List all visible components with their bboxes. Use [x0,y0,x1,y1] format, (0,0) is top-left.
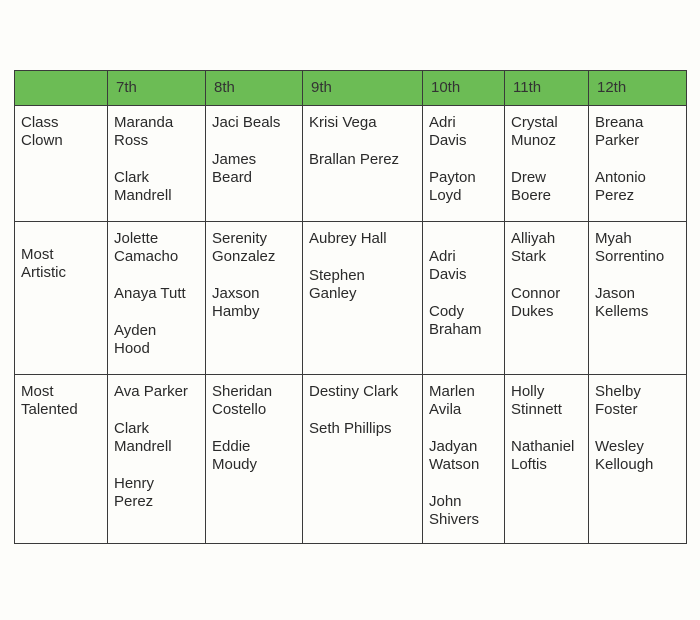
student-name: Wesley Kellough [595,438,654,473]
student-name: James Beard [212,151,257,186]
student-name: Clark Mandrell [114,169,172,204]
student-name: Myah Sorrentino [595,230,665,265]
student-name: Jason Kellems [595,285,649,320]
student-name: Maranda Ross [114,114,174,149]
grade-cell-10th [423,222,505,375]
grade-cell-11th [505,106,589,222]
header-cell-11th: 11th [505,71,589,106]
student-name: Seth Phillips [309,420,392,437]
header-cell-corner [15,71,108,106]
header-cell-9th: 9th [303,71,423,106]
category-cell [15,222,108,375]
student-name: Eddie Moudy [212,438,258,473]
student-name: Jaci Beals [212,114,281,131]
table-row-most-artistic [15,222,687,375]
student-name: Destiny Clark [309,383,399,400]
student-name: Jaxson Hamby [212,285,260,320]
student-name: Holly Stinnett [511,383,562,418]
student-name: Alliyah Stark [511,230,556,265]
student-name: Serenity Gonzalez [212,230,276,265]
student-name: Stephen Ganley [309,267,365,302]
category-cell [15,375,108,544]
grade-cell-12th [589,222,687,375]
student-name: Marlen Avila [429,383,475,418]
student-name: Drew Boere [511,169,552,204]
grade-cell-9th [303,106,423,222]
grade-cell-11th [505,375,589,544]
student-name: Payton Loyd [429,169,476,204]
student-name: Clark Mandrell [114,420,172,455]
header-cell-10th: 10th [423,71,505,106]
grade-cell-7th [108,106,206,222]
student-name: John Shivers [429,493,480,528]
student-name: Shelby Foster [595,383,641,418]
student-name: Antonio Perez [595,169,646,204]
grade-cell-7th [108,222,206,375]
grade-cell-8th [206,375,303,544]
student-name: Brallan Perez [309,151,400,168]
header-cell-7th: 7th [108,71,206,106]
grade-cell-10th [423,375,505,544]
header-cell-12th: 12th [589,71,687,106]
category-cell [15,106,108,222]
header-row [15,71,687,106]
grade-cell-11th [505,222,589,375]
grade-cell-9th [303,375,423,544]
grade-cell-9th [303,222,423,375]
student-name: Crystal Munoz [511,114,558,149]
table-row-class-clown [15,106,687,222]
grade-cell-10th [423,106,505,222]
student-name: Nathaniel Loftis [511,438,575,473]
student-name: Sheridan Costello [212,383,273,418]
student-name: Aubrey Hall [309,230,387,247]
grade-cell-8th [206,106,303,222]
student-name: Krisi Vega [309,114,377,131]
student-name: Ava Parker [114,383,188,400]
grade-cell-12th [589,106,687,222]
student-name: Adri Davis [429,248,467,283]
student-name: Breana Parker [595,114,644,149]
student-name: Jadyan Watson [429,438,480,473]
student-name: Ayden Hood [114,322,157,357]
category-label: Most Talented [21,383,78,418]
table-row-most-talented [15,375,687,544]
header-cell-8th: 8th [206,71,303,106]
grade-cell-8th [206,222,303,375]
student-name: Henry Perez [114,475,155,510]
superlatives-table [14,70,687,544]
student-name: Anaya Tutt [114,285,186,302]
category-label: Most Artistic [21,246,66,281]
student-name: Cody Braham [429,303,482,338]
grade-cell-12th [589,375,687,544]
student-name: Connor Dukes [511,285,561,320]
grade-cell-7th [108,375,206,544]
student-name: Jolette Camacho [114,230,179,265]
student-name: Adri Davis [429,114,467,149]
category-label: Class Clown [21,114,63,149]
